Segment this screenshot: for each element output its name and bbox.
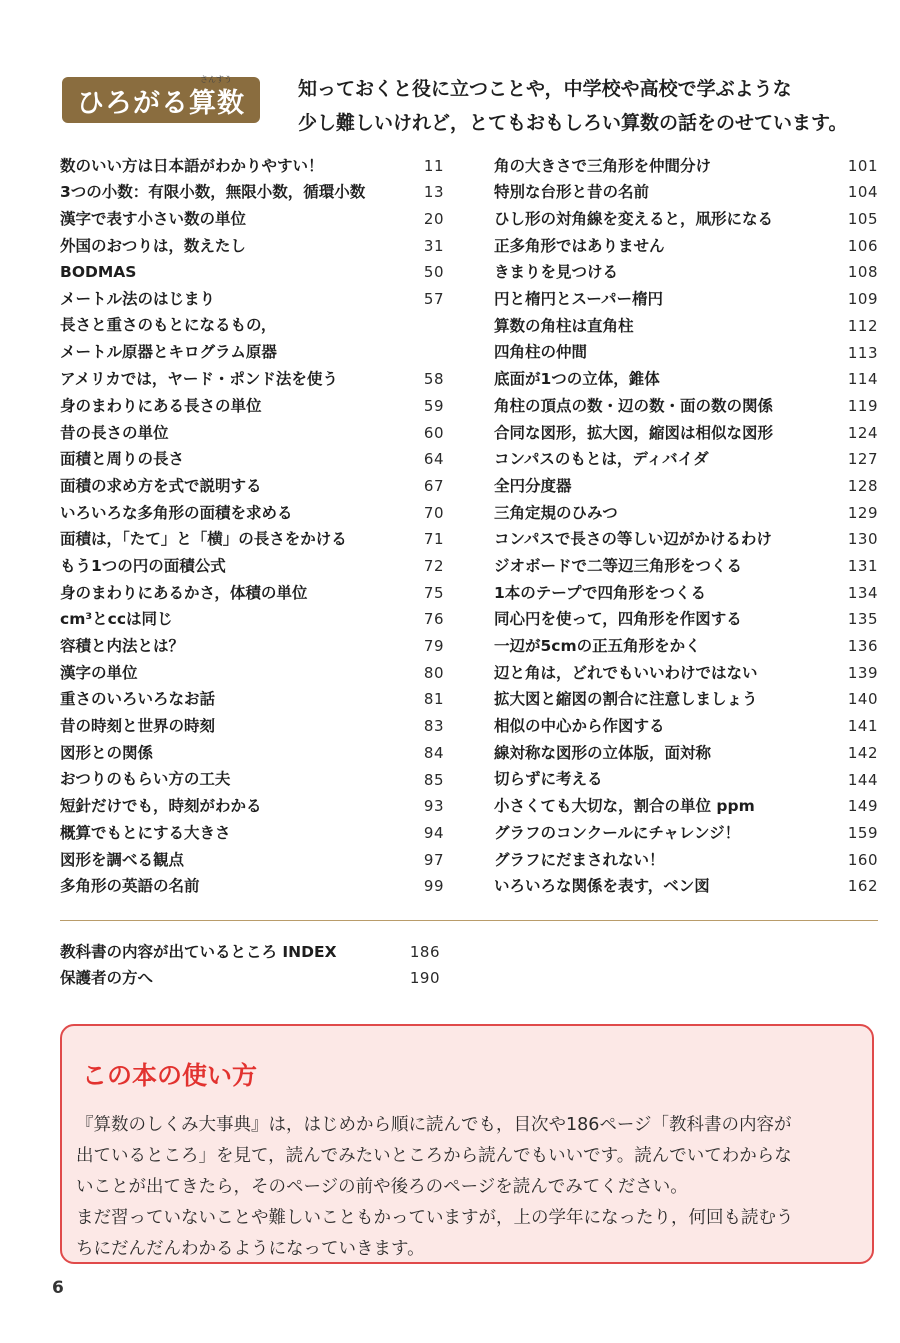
toc-entry-page: 139 xyxy=(847,663,878,682)
toc-entry-title-line: メートル法のはじまり xyxy=(60,290,216,309)
toc-entry-title xyxy=(494,238,665,258)
toc-entry[interactable] xyxy=(494,151,878,178)
toc-entry-title xyxy=(60,745,153,765)
toc-entry[interactable] xyxy=(60,471,444,498)
toc-entry-title xyxy=(494,585,706,605)
toc-entry-title-line: 特別な台形と昔の名前 xyxy=(494,183,650,202)
toc-entry[interactable] xyxy=(494,872,878,899)
toc-entry-page: 93 xyxy=(423,797,444,816)
toc-entry-page: 84 xyxy=(423,743,444,762)
toc-entry[interactable] xyxy=(494,204,878,231)
toc-entry-page: 190 xyxy=(409,969,440,988)
toc-entry[interactable] xyxy=(60,845,444,872)
toc-entry-page: 57 xyxy=(423,290,444,309)
toc-entry[interactable] xyxy=(60,631,444,658)
toc-entry-title-line: 昔の長さの単位 xyxy=(60,423,169,442)
toc-entry-page: 134 xyxy=(847,583,878,602)
toc-entry-title xyxy=(60,238,246,258)
toc-entry-page: 114 xyxy=(847,370,878,389)
toc-entry[interactable] xyxy=(494,418,878,445)
toc-entry[interactable] xyxy=(494,792,878,819)
toc-entry-title xyxy=(494,451,709,471)
intro-line-2: 少し難しいけれど，とてもおもしろい算数の話をのせています。 xyxy=(298,112,848,134)
toc-entry[interactable] xyxy=(494,498,878,525)
toc-entry-title xyxy=(60,718,215,738)
toc-entry[interactable] xyxy=(60,937,440,964)
toc-entry-title-line: グラフのコンクールにチャレンジ！ xyxy=(494,823,741,842)
toc-entry[interactable] xyxy=(60,711,444,738)
toc-entry-title xyxy=(60,317,277,364)
toc-entry-page: 101 xyxy=(847,156,878,175)
toc-entry-title xyxy=(494,825,740,845)
toc-entry[interactable] xyxy=(494,284,878,311)
toc-entry-title xyxy=(60,211,246,231)
toc-entry-title-line: 昔の時刻と世界の時刻 xyxy=(60,717,216,736)
toc-entry-page: 135 xyxy=(847,610,878,629)
toc-entry-title xyxy=(494,478,572,498)
toc-entry-title-line: 底面が1つの立体，錐体 xyxy=(494,370,660,389)
toc-entry-title xyxy=(60,478,262,498)
toc-entry[interactable] xyxy=(60,284,444,311)
toc-entry[interactable] xyxy=(60,605,444,632)
toc-entry-title-line: 3つの小数：有限小数，無限小数，循環小数 xyxy=(60,183,366,202)
toc-entry[interactable] xyxy=(60,964,440,991)
toc-entry-title-line: きまりを見つける xyxy=(494,263,619,282)
toc-entry-page: 13 xyxy=(423,183,444,202)
toc-entry-page: 131 xyxy=(847,557,878,575)
toc-entry-page: 85 xyxy=(423,770,444,789)
toc-entry-title-line: 角の大きさで三角形を仲間分け xyxy=(494,156,712,175)
toc-entry[interactable] xyxy=(494,765,878,792)
toc-entry-page: 142 xyxy=(847,743,878,762)
toc-entry[interactable] xyxy=(60,151,444,178)
toc-entry-title xyxy=(494,344,587,364)
toc-entry-page: 83 xyxy=(423,717,444,736)
divider xyxy=(60,920,878,921)
toc-entry-title-line: メートル原器とキログラム原器 xyxy=(60,343,277,362)
toc-entry-page: 31 xyxy=(423,236,444,255)
toc-entry[interactable] xyxy=(494,231,878,258)
toc-entry-title-line: 辺と角は，どれでもいいわけではない xyxy=(494,663,758,682)
toc-entry-page: 11 xyxy=(423,156,444,175)
toc-entry-title xyxy=(494,505,618,525)
toc-entry-title xyxy=(494,691,758,711)
toc-entry-page: 99 xyxy=(423,877,444,896)
toc-entry-title-line: 短針だけでも，時刻がわかる xyxy=(60,797,262,816)
toc-entry-title-line: 数のいい方は日本語がわかりやすい！ xyxy=(60,156,324,175)
how-to-use-line: ちにだんだんわかるようになっていきます。 xyxy=(76,1239,425,1259)
toc-entry-page: 130 xyxy=(847,530,878,549)
toc-entry-title xyxy=(60,798,262,818)
toc-entry-page: 113 xyxy=(847,343,878,362)
how-to-use-line: 出ているところ」を見て，読んでみたいところから読んでもいいです。読んでいてわからな xyxy=(76,1146,792,1166)
toc-entry-title xyxy=(60,878,200,898)
toc-entry-page: 106 xyxy=(847,236,878,255)
toc-entry-title-line: 身のまわりにある長さの単位 xyxy=(60,396,262,415)
toc-entry[interactable] xyxy=(60,685,444,712)
toc-entry[interactable] xyxy=(60,365,444,392)
toc-entry-title xyxy=(60,585,307,605)
how-to-use-box xyxy=(60,1024,874,1264)
toc-entry-title-line: 正多角形ではありません xyxy=(494,236,665,255)
toc-entry-page: 119 xyxy=(847,396,878,415)
toc-entry-title-line: 四角柱の仲間 xyxy=(494,343,588,362)
toc-entry-page: 59 xyxy=(423,396,444,415)
toc-entry-page: 67 xyxy=(423,476,444,495)
toc-entry-title xyxy=(60,665,138,685)
toc-entry-title-line: 面積と周りの長さ xyxy=(60,450,185,469)
toc-entry-page: 109 xyxy=(847,290,878,309)
toc-entry-page: 186 xyxy=(409,942,440,961)
toc-entry-title-line: 円と楕円とスーパー楕円 xyxy=(494,290,663,309)
toc-entry-title xyxy=(494,371,660,391)
toc-entry-page: 140 xyxy=(847,690,878,709)
toc-entry[interactable] xyxy=(494,578,878,605)
toc-entry-page: 144 xyxy=(847,770,878,789)
toc-entry-page: 79 xyxy=(423,637,444,656)
toc-entry-page: 72 xyxy=(423,557,444,576)
toc-entry[interactable] xyxy=(60,231,444,258)
toc-entry-title xyxy=(494,718,665,738)
toc-entry[interactable] xyxy=(60,551,444,578)
toc-entry-page: 58 xyxy=(423,370,444,389)
toc-entry-title-line: おつりのもらい方の工夫 xyxy=(60,770,231,789)
toc-entry-title xyxy=(494,158,711,178)
toc-entry-page: 162 xyxy=(847,877,878,896)
toc-entry-title xyxy=(494,798,755,818)
toc-entry-title xyxy=(60,970,153,990)
toc-entry-page: 160 xyxy=(847,850,878,869)
toc-entry-page: 159 xyxy=(847,823,878,842)
toc-entry[interactable] xyxy=(494,471,878,498)
how-to-use-title: この本の使い方 xyxy=(82,1061,258,1090)
toc-entry-page: 70 xyxy=(423,503,444,522)
toc-entry-title xyxy=(60,691,215,711)
toc-entry-title xyxy=(494,771,603,791)
toc-entry-title xyxy=(60,371,338,391)
toc-entry[interactable] xyxy=(494,338,878,365)
toc-entry-title-line: グラフにだまされない！ xyxy=(494,850,665,869)
toc-entry-title xyxy=(494,398,773,418)
toc-extra-list xyxy=(60,937,440,990)
toc-entry-title-line: 図形を調べる観点 xyxy=(60,850,185,869)
toc-entry-title-line: 保護者の方へ xyxy=(60,969,154,988)
toc-entry[interactable] xyxy=(60,765,444,792)
toc-entry-title-line: 三角定規のひみつ xyxy=(494,503,618,522)
toc-entry-title-line: 外国のおつりは，数えたし xyxy=(60,236,246,255)
how-to-use-line: 『算数のしくみ大事典』は，はじめから順に読んでも，目次や186ページ「教科書の内容が xyxy=(76,1115,792,1135)
toc-entry-title-line: 同心円を使って，四角形を作図する xyxy=(494,610,742,629)
toc-entry[interactable] xyxy=(494,258,878,285)
intro-line-1: 知っておくと役に立つことや，中学校や高校で学ぶような xyxy=(298,78,792,100)
toc-entry[interactable] xyxy=(494,711,878,738)
toc-entry-title-line: cm³とccは同じ xyxy=(60,610,173,629)
toc-entry[interactable] xyxy=(60,525,444,552)
toc-entry-page: 20 xyxy=(423,210,444,229)
toc-entry-title-line: コンパスで長さの等しい辺がかけるわけ xyxy=(494,530,772,549)
toc-entry-page: 94 xyxy=(423,823,444,842)
toc-entry-title-line: 面積の求め方を式で説明する xyxy=(60,476,262,495)
toc-entry-page: 64 xyxy=(423,450,444,469)
toc-entry-title-line: 一辺が5cmの正五角形をかく xyxy=(494,637,701,656)
toc-entry[interactable] xyxy=(494,445,878,472)
toc-entry-title xyxy=(494,638,701,658)
toc-entry-title-line: いろいろな関係を表す，ベン図 xyxy=(494,877,710,896)
toc-entry-title xyxy=(60,825,231,845)
toc-entry[interactable] xyxy=(60,498,444,525)
toc-entry-title-line: 長さと重さのもとになるもの， xyxy=(60,316,277,335)
toc-entry-page: 128 xyxy=(847,476,878,495)
toc-entry-title xyxy=(60,425,169,445)
toc-entry-page: 124 xyxy=(847,423,878,442)
toc-entry-title-line: 切らずに考える xyxy=(494,770,603,789)
toc-entry-title-line: 面積は，「たて」と「横」の長さをかける xyxy=(60,530,347,549)
toc-entry-title xyxy=(494,878,710,898)
toc-entry-title xyxy=(494,531,772,551)
toc-entry[interactable] xyxy=(60,738,444,765)
toc-entry[interactable] xyxy=(60,204,444,231)
how-to-use-body xyxy=(76,1110,866,1265)
toc-entry-title-line: BODMAS xyxy=(60,263,137,282)
toc-entry-title-line: 小さくても大切な，割合の単位 ppm xyxy=(494,797,755,816)
toc-entry-title xyxy=(60,398,262,418)
toc-entry[interactable] xyxy=(60,178,444,205)
toc-entry-title-line: 1本のテープで四角形をつくる xyxy=(494,583,706,602)
toc-entry[interactable] xyxy=(494,311,878,338)
toc-entry-title xyxy=(494,745,711,765)
toc-entry-page: 108 xyxy=(847,263,878,282)
toc-entry-title xyxy=(494,425,773,445)
toc-entry[interactable] xyxy=(60,658,444,685)
toc-entry-title-line: いろいろな多角形の面積を求める xyxy=(60,503,293,522)
badge-ruby: さんすう xyxy=(200,75,232,84)
toc-entry-title-line: 多角形の英語の名前 xyxy=(60,877,200,896)
section-intro xyxy=(298,72,888,140)
toc-entry-page: 50 xyxy=(423,263,444,282)
toc-left-column xyxy=(60,151,444,898)
toc-entry[interactable] xyxy=(494,605,878,632)
toc-entry-title-line: 図形との関係 xyxy=(60,743,154,762)
toc-entry-title-line: 線対称な図形の立体版，面対称 xyxy=(494,743,712,762)
toc-entry[interactable] xyxy=(494,365,878,392)
toc-entry-title xyxy=(60,451,184,471)
toc-entry[interactable] xyxy=(494,845,878,872)
toc-entry[interactable] xyxy=(494,818,878,845)
toc-entry-title xyxy=(60,505,293,525)
toc-entry-title-line: アメリカでは，ヤード・ポンド法を使う xyxy=(60,370,338,389)
toc-entry[interactable] xyxy=(494,391,878,418)
toc-entry-title-line: ひし形の対角線を変えると，凧形になる xyxy=(494,210,774,229)
how-to-use-line: いことが出てきたら，そのページの前や後ろのページを読んでみてください。 xyxy=(76,1177,688,1197)
toc-entry-title-line: コンパスのもとは，ディバイダ xyxy=(494,450,709,469)
toc-entry-page: 71 xyxy=(423,530,444,549)
toc-entry[interactable] xyxy=(494,631,878,658)
section-badge: ひろがる算数 xyxy=(62,77,260,123)
toc-entry-title xyxy=(494,665,758,685)
toc-entry-page: 97 xyxy=(423,850,444,869)
toc-entry-page: 104 xyxy=(847,183,878,202)
toc-entry-title-line: もう1つの円の面積公式 xyxy=(60,556,226,575)
toc-entry-page: 136 xyxy=(847,637,878,656)
toc-entry-page: 81 xyxy=(423,690,444,709)
toc-entry-title xyxy=(494,611,742,631)
toc-entry-title xyxy=(494,211,773,231)
toc-entry-title-line: 算数の角柱は直角柱 xyxy=(494,316,634,335)
toc-entry-title xyxy=(494,184,649,204)
toc-entry-title xyxy=(60,771,230,791)
toc-entry[interactable] xyxy=(60,818,444,845)
toc-entry-title-line: 拡大図と縮図の割合に注意しましょう xyxy=(494,690,758,709)
toc-entry-title xyxy=(494,318,634,338)
toc-entry[interactable] xyxy=(60,258,444,285)
toc-entry[interactable] xyxy=(494,551,878,578)
toc-entry-title-line: 重さのいろいろなお話 xyxy=(60,690,216,709)
toc-entry-title xyxy=(60,291,215,311)
toc-entry-page: 149 xyxy=(847,797,878,816)
toc-entry-title-line: 漢字で表す小さい数の単位 xyxy=(60,210,247,229)
toc-entry[interactable] xyxy=(60,578,444,605)
toc-entry[interactable] xyxy=(494,525,878,552)
toc-entry[interactable] xyxy=(60,792,444,819)
toc-entry-title xyxy=(60,852,184,872)
toc-entry[interactable] xyxy=(60,872,444,899)
toc-entry-title xyxy=(494,852,665,872)
toc-entry[interactable] xyxy=(494,178,878,205)
toc-entry-page: 75 xyxy=(423,583,444,602)
toc-entry[interactable] xyxy=(494,658,878,685)
toc-entry-title xyxy=(60,611,173,631)
toc-entry[interactable] xyxy=(60,418,444,445)
toc-entry-title xyxy=(494,291,663,311)
page-number: 6 xyxy=(52,1278,64,1298)
toc-entry[interactable] xyxy=(60,391,444,418)
toc-entry-title xyxy=(494,558,742,578)
toc-entry-title-line: 全円分度器 xyxy=(494,476,572,495)
toc-entry[interactable] xyxy=(60,445,444,472)
toc-entry-title xyxy=(60,531,347,551)
toc-entry-page: 129 xyxy=(847,503,878,522)
toc-entry-title xyxy=(60,944,337,964)
toc-entry-title-line: ジオボードで二等辺三角形をつくる xyxy=(494,556,743,575)
toc-entry-title-line: 合同な図形，拡大図，縮図は相似な図形 xyxy=(494,423,774,442)
toc-entry-page: 76 xyxy=(423,610,444,629)
toc-entry[interactable] xyxy=(494,738,878,765)
toc-right-column xyxy=(494,151,878,898)
toc-entry-page: 105 xyxy=(847,210,878,229)
toc-entry-title-line: 角柱の頂点の数・辺の数・面の数の関係 xyxy=(494,396,774,415)
toc-entry-page: 60 xyxy=(423,423,444,442)
toc-entry-title xyxy=(60,558,226,578)
toc-entry[interactable] xyxy=(60,311,444,364)
toc-entry-title-line: 概算でもとにする大きさ xyxy=(60,823,231,842)
toc-entry-title xyxy=(60,264,136,284)
toc-entry-title-line: 容積と内法とは？ xyxy=(60,637,185,656)
toc-entry-title-line: 相似の中心から作図する xyxy=(494,717,665,736)
toc-entry-title xyxy=(60,638,184,658)
toc-entry-title-line: 身のまわりにあるかさ，体積の単位 xyxy=(60,583,308,602)
toc-entry-title xyxy=(60,158,324,178)
toc-entry-page: 127 xyxy=(847,450,878,469)
toc-entry-title xyxy=(60,184,365,204)
toc-entry-page: 112 xyxy=(847,316,878,335)
toc-entry-page: 80 xyxy=(423,663,444,682)
toc-entry-title xyxy=(494,264,618,284)
toc-entry-page: 141 xyxy=(847,717,878,736)
how-to-use-line: まだ習っていないことや難しいこともかっていますが，上の学年になったり，何回も読むう xyxy=(76,1208,794,1228)
toc-entry[interactable] xyxy=(494,685,878,712)
toc-entry-title-line: 漢字の単位 xyxy=(60,663,138,682)
toc-entry-title-line: 教科書の内容が出ているところ INDEX xyxy=(60,942,337,961)
